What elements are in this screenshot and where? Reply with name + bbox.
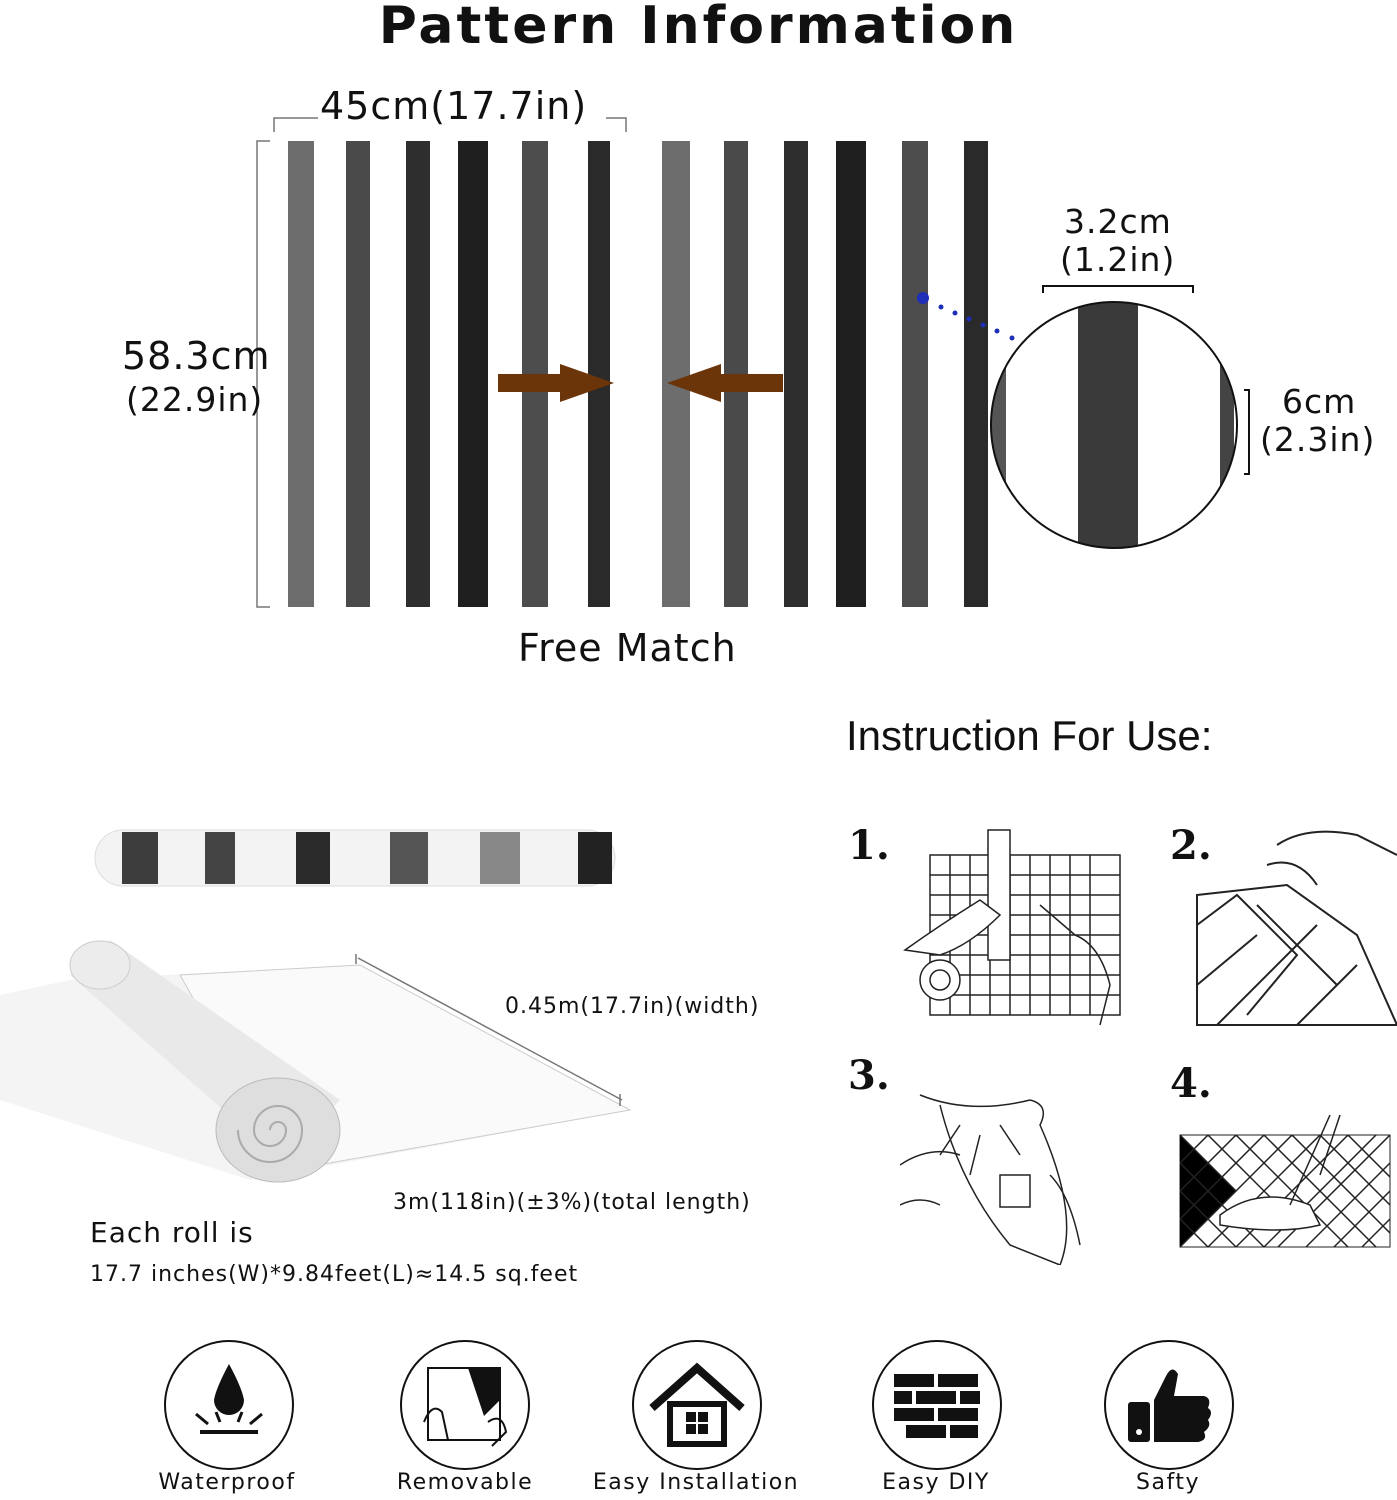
- step4-apply-icon: [1180, 1115, 1390, 1247]
- step-number: 2.: [1170, 822, 1212, 869]
- detail-width-in: (1.2in): [1060, 240, 1176, 279]
- instruction-illustrations: [900, 825, 1397, 1265]
- step-number: 4.: [1170, 1060, 1212, 1107]
- detail-height-in: (2.3in): [1260, 420, 1376, 459]
- free-match-label: Free Match: [518, 626, 737, 670]
- pattern-width-label: 45cm(17.7in): [320, 84, 588, 128]
- feature-label-removable: Removable: [396, 1470, 534, 1495]
- feature-label-safty: Safty: [1136, 1470, 1200, 1495]
- instruction-title: Instruction For Use:: [846, 712, 1213, 759]
- thumbs-up-icon: [1104, 1340, 1234, 1470]
- page-title: Pattern Information: [378, 0, 1019, 56]
- peel-sheet-icon: [400, 1340, 530, 1470]
- house-icon: [632, 1340, 762, 1470]
- pattern-height-in: (22.9in): [126, 380, 264, 419]
- brick-wall-icon: [872, 1340, 1002, 1470]
- roll-length-label: 3m(118in)(±3%)(total length): [393, 1190, 751, 1215]
- step1-cut-icon: [905, 830, 1120, 1025]
- step2-peel-icon: [1197, 832, 1397, 1025]
- each-roll-label: Each roll is: [90, 1216, 254, 1249]
- step3-smooth-icon: [900, 1095, 1080, 1265]
- water-drop-icon: [164, 1340, 294, 1470]
- step-number: 3.: [848, 1052, 890, 1099]
- detail-width-cm: 3.2cm: [1064, 202, 1172, 241]
- roll-width-label: 0.45m(17.7in)(width): [505, 994, 760, 1019]
- feature-label-easy-installation: Easy Installation: [592, 1470, 800, 1495]
- pattern-height-cm: 58.3cm: [122, 334, 271, 378]
- coverage-label: 17.7 inches(W)*9.84feet(L)≈14.5 sq.feet: [90, 1262, 579, 1287]
- feature-label-waterproof: Waterproof: [158, 1470, 296, 1495]
- detail-height-cm: 6cm: [1282, 382, 1357, 421]
- step-number: 1.: [848, 822, 890, 869]
- feature-label-easy-diy: Easy DIY: [882, 1470, 990, 1495]
